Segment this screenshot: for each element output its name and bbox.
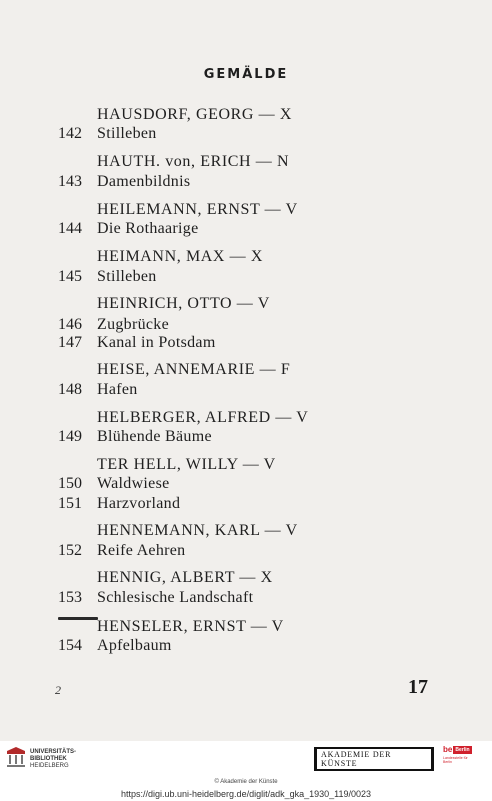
work-number: 143: [58, 173, 82, 190]
work-title: Damenbildnis: [97, 173, 191, 190]
berlin-badge: Berlin: [455, 746, 470, 753]
ink-mark: [58, 617, 98, 620]
work-number: 148: [58, 381, 82, 398]
artist-name: HENSELER, ERNST — V: [97, 618, 284, 635]
work-title: Kanal in Potsdam: [97, 334, 216, 351]
copyright-notice: © Akademie der Künste: [214, 779, 278, 785]
work-title: Blühende Bäume: [97, 428, 212, 445]
academy-name: AKADEMIE DER KÜNSTE: [316, 748, 432, 770]
work-title: Stilleben: [97, 268, 157, 285]
artist-name: HEILEMANN, ERNST — V: [97, 201, 298, 218]
berlin-sub-line: Berlin: [443, 760, 452, 764]
work-number: 151: [58, 495, 82, 512]
work-title: Apfelbaum: [97, 637, 172, 654]
library-name: [30, 749, 76, 770]
work-number: 152: [58, 542, 82, 559]
work-title: Stilleben: [97, 125, 157, 142]
academy-logo[interactable]: [314, 747, 434, 771]
work-title: Zugbrücke: [97, 316, 170, 333]
work-title: Waldwiese: [97, 475, 170, 492]
work-number: 144: [58, 220, 82, 237]
work-number: 149: [58, 428, 82, 445]
work-title: Die Rothaarige: [97, 220, 199, 237]
section-heading: GEMÄLDE: [203, 67, 289, 82]
artist-name: HENNIG, ALBERT — X: [97, 569, 273, 586]
work-title: Reife Aehren: [97, 542, 186, 559]
work-title: Schlesische Landschaft: [97, 589, 254, 606]
berlin-sub-line: Landesstelle für: [443, 756, 468, 760]
page-number: 17: [408, 676, 428, 698]
artist-name: HELBERGER, ALFRED — V: [97, 409, 309, 426]
work-number: 145: [58, 268, 82, 285]
signature-mark: 2: [55, 683, 61, 697]
work-number: 150: [58, 475, 82, 492]
work-number: 142: [58, 125, 82, 142]
library-seal-icon: [6, 746, 26, 773]
berlin-subtitle: [443, 756, 468, 764]
work-number: 146: [58, 316, 82, 333]
artist-name: HEINRICH, OTTO — V: [97, 295, 270, 312]
berlin-wordmark: be: [443, 745, 453, 754]
artist-name: HAUTH. von, ERICH — N: [97, 153, 290, 170]
berlin-logo[interactable]: [443, 745, 487, 773]
library-line: BIBLIOTHEK: [30, 755, 67, 762]
library-line: UNIVERSITÄTS-: [30, 748, 77, 755]
work-title: Harzvorland: [97, 495, 181, 512]
artist-name: HAUSDORF, GEORG — X: [97, 106, 293, 123]
artist-name: HEISE, ANNEMARIE — F: [97, 361, 291, 378]
artist-name: HENNEMANN, KARL — V: [97, 522, 298, 539]
source-url[interactable]: https://digi.ub.uni-heidelberg.de/diglit/adk_gka_1930_119/0023: [120, 789, 372, 799]
artist-name: TER HELL, WILLY — V: [97, 456, 276, 473]
artist-name: HEIMANN, MAX — X: [97, 248, 264, 265]
work-number: 154: [58, 637, 82, 654]
work-title: Hafen: [97, 381, 138, 398]
work-number: 153: [58, 589, 82, 606]
library-line: HEIDELBERG: [30, 762, 69, 769]
work-number: 147: [58, 334, 82, 351]
library-logo[interactable]: [6, 745, 76, 773]
